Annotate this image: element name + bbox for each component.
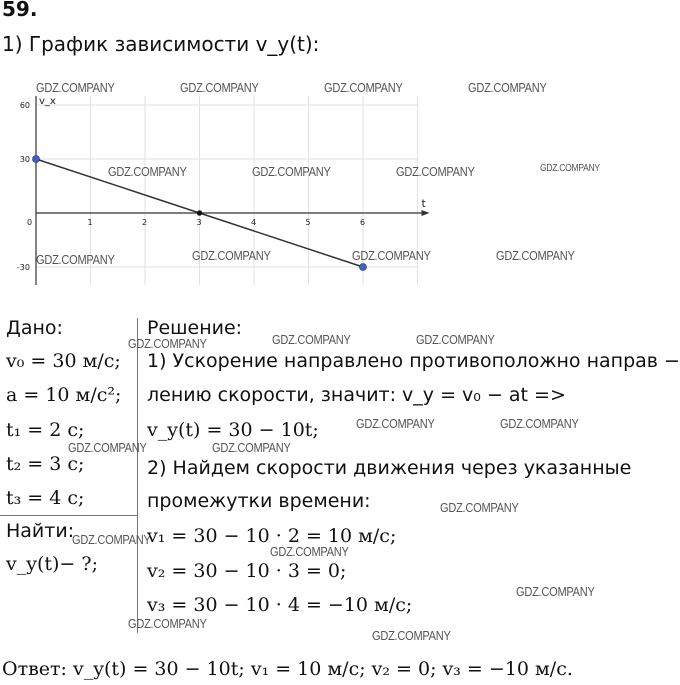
watermark: GDZ.COMPANY — [108, 164, 187, 179]
given-line: t₁ = 2 с; — [6, 419, 85, 441]
solution-title: Решение: — [147, 317, 243, 339]
watermark: GDZ.COMPANY — [272, 332, 351, 347]
x-tick-label: 3 — [196, 218, 202, 227]
watermark: GDZ.COMPANY — [252, 164, 331, 179]
x-axis-label: t — [421, 197, 426, 210]
watermark: GDZ.COMPANY — [192, 248, 271, 263]
table-vertical-divider — [137, 318, 138, 633]
solution-line: v₁ = 30 − 10 · 2 = 10 м/с; — [147, 525, 397, 547]
given-line: a = 10 м/с²; — [6, 384, 122, 406]
given-title: Дано: — [6, 317, 63, 339]
find-line: v_y(t)− ?; — [6, 553, 98, 575]
table-horizontal-divider — [0, 515, 138, 516]
given-line: t₂ = 3 с; — [6, 453, 85, 475]
watermark: GDZ.COMPANY — [352, 248, 431, 263]
x-tick-label: 6 — [360, 218, 366, 227]
y-axis-label: v_x — [39, 96, 56, 107]
velocity-chart — [0, 60, 430, 305]
watermark: GDZ.COMPANY — [270, 544, 349, 559]
watermark: GDZ.COMPANY — [540, 163, 600, 174]
watermark: GDZ.COMPANY — [128, 336, 207, 351]
watermark: GDZ.COMPANY — [356, 416, 435, 431]
watermark: GDZ.COMPANY — [68, 440, 147, 455]
watermark: GDZ.COMPANY — [440, 500, 519, 515]
x-axis-arrow — [422, 210, 430, 216]
watermark: GDZ.COMPANY — [324, 80, 403, 95]
answer-line: Ответ: v_y(t) = 30 − 10t; v₁ = 10 м/с; v₂ = 0; v₃ = −10 м/с. — [2, 658, 573, 680]
watermark: GDZ.COMPANY — [496, 248, 575, 263]
x-tick-label: 4 — [251, 218, 257, 227]
x-tick-label: 2 — [142, 218, 148, 227]
problem-number: 59. — [2, 0, 38, 21]
y-tick-label: -30 — [16, 263, 30, 272]
solution-line: 1) Ускорение направлено противоположно направ − — [147, 350, 680, 372]
given-line: v₀ = 30 м/с; — [6, 350, 121, 372]
watermark: GDZ.COMPANY — [36, 252, 115, 267]
watermark: GDZ.COMPANY — [128, 616, 207, 631]
x-tick-label: 0 — [27, 218, 33, 227]
watermark: GDZ.COMPANY — [180, 80, 259, 95]
y-tick-label: 30 — [19, 155, 30, 164]
solution-line: v₃ = 30 − 10 · 4 = −10 м/с; — [147, 594, 413, 616]
watermark: GDZ.COMPANY — [468, 80, 547, 95]
watermark: GDZ.COMPANY — [516, 584, 595, 599]
solution-line: v₂ = 30 − 10 · 3 = 0; — [147, 560, 347, 582]
watermark: GDZ.COMPANY — [72, 532, 151, 547]
watermark: GDZ.COMPANY — [372, 628, 451, 643]
watermark: GDZ.COMPANY — [500, 416, 579, 431]
solution-line: 2) Найдем скорости движения через указанные — [147, 457, 632, 479]
watermark: GDZ.COMPANY — [396, 164, 475, 179]
watermark: GDZ.COMPANY — [36, 80, 115, 95]
data-point — [33, 156, 40, 163]
x-tick-label: 1 — [87, 218, 93, 227]
data-point — [197, 211, 202, 216]
watermark: GDZ.COMPANY — [416, 332, 495, 347]
given-line: t₃ = 4 с; — [6, 487, 85, 509]
solution-line: промежутки времени: — [147, 490, 371, 512]
solution-line: v_y(t) = 30 − 10t; — [147, 419, 319, 441]
watermark: GDZ.COMPANY — [212, 440, 291, 455]
x-tick-label: 5 — [305, 218, 311, 227]
find-title: Найти: — [6, 520, 75, 542]
solution-line: лению скорости, значит: v_y = v₀ − at => — [147, 384, 566, 406]
y-tick-label: 60 — [19, 101, 30, 110]
graph-heading: 1) График зависимости v_y(t): — [2, 32, 320, 56]
data-point — [360, 264, 367, 271]
